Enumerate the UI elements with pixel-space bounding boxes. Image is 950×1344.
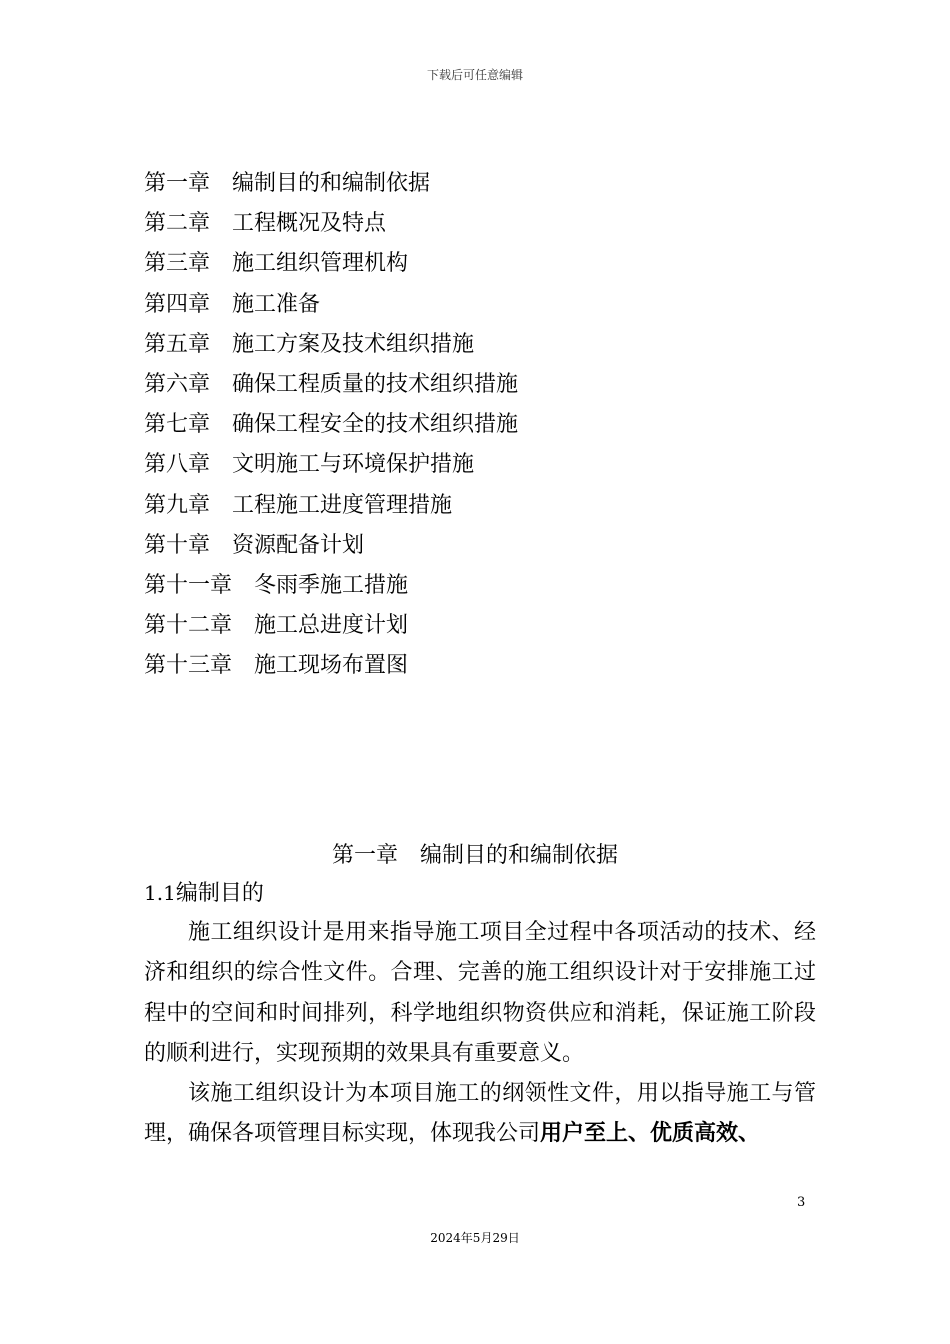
chapter-title: 编制目的和编制依据 [420, 843, 619, 868]
toc-chapter-title: 工程施工进度管理措施 [232, 492, 453, 518]
toc-chapter-number: 第十三章 [144, 653, 233, 679]
body-text [144, 913, 816, 1155]
toc-chapter-number: 第三章 [144, 251, 211, 277]
toc-item[interactable] [144, 405, 518, 445]
toc-chapter-number: 第二章 [144, 211, 211, 237]
toc-item[interactable] [144, 526, 518, 566]
page-number: 3 [797, 1195, 806, 1210]
section-heading [144, 873, 264, 914]
paragraph-text: 该施工组织设计为本项目施工的纲领性文件，用以指导施工与管理，确保各项管理目标实现，体现我公司 [144, 1081, 816, 1147]
table-of-contents [144, 164, 518, 686]
toc-item[interactable] [144, 204, 518, 244]
section-number: 1.1 [144, 881, 176, 905]
toc-chapter-number: 第七章 [144, 412, 211, 438]
toc-chapter-title: 施工总进度计划 [254, 613, 409, 639]
toc-chapter-number: 第五章 [144, 331, 211, 357]
chapter-heading [0, 836, 950, 876]
toc-item[interactable] [144, 486, 518, 526]
toc-chapter-title: 确保工程安全的技术组织措施 [232, 412, 519, 438]
toc-item[interactable] [144, 164, 518, 204]
toc-chapter-title: 施工组织管理机构 [232, 251, 409, 277]
toc-item[interactable] [144, 646, 518, 686]
toc-item[interactable] [144, 244, 518, 284]
toc-chapter-title: 文明施工与环境保护措施 [232, 452, 475, 478]
toc-chapter-title: 施工现场布置图 [254, 653, 409, 679]
page-header: 下载后可任意编辑 [426, 68, 523, 82]
toc-item[interactable] [144, 606, 518, 646]
toc-chapter-title: 施工准备 [232, 291, 321, 317]
toc-item[interactable] [144, 285, 518, 325]
paragraph: 施工组织设计是用来指导施工项目全过程中各项活动的技术、经济和组织的综合性文件。合理、完善的施工组织设计对于安排施工过程中的空间和时间排列，科学地组织物资供应和消耗，保证施工阶段的顺利进行，实现预期的效果具有重要意义。 [144, 920, 816, 1066]
paragraph [144, 1074, 816, 1155]
footer-date: 2024年5月29日 [430, 1231, 520, 1245]
toc-chapter-number: 第六章 [144, 371, 211, 397]
toc-item[interactable] [144, 566, 518, 606]
toc-chapter-number: 第十章 [144, 532, 211, 558]
toc-chapter-number: 第八章 [144, 452, 211, 478]
toc-chapter-number: 第九章 [144, 492, 211, 518]
toc-chapter-title: 资源配备计划 [232, 532, 365, 558]
toc-chapter-number: 第十二章 [144, 613, 233, 639]
toc-chapter-title: 冬雨季施工措施 [254, 572, 409, 598]
section-title: 编制目的 [175, 881, 264, 906]
toc-chapter-number: 第四章 [144, 291, 211, 317]
chapter-number: 第一章 [331, 843, 398, 868]
toc-chapter-title: 确保工程质量的技术组织措施 [232, 371, 519, 397]
toc-chapter-number: 第一章 [144, 171, 211, 196]
toc-chapter-title: 工程概况及特点 [232, 211, 387, 237]
toc-chapter-number: 第十一章 [144, 572, 233, 598]
toc-item[interactable] [144, 365, 518, 405]
toc-chapter-title: 施工方案及技术组织措施 [232, 331, 475, 357]
toc-chapter-title: 编制目的和编制依据 [232, 171, 431, 196]
bold-text: 用户至上、优质高效、 [540, 1121, 761, 1147]
toc-item[interactable] [144, 325, 518, 365]
toc-item[interactable] [144, 445, 518, 485]
